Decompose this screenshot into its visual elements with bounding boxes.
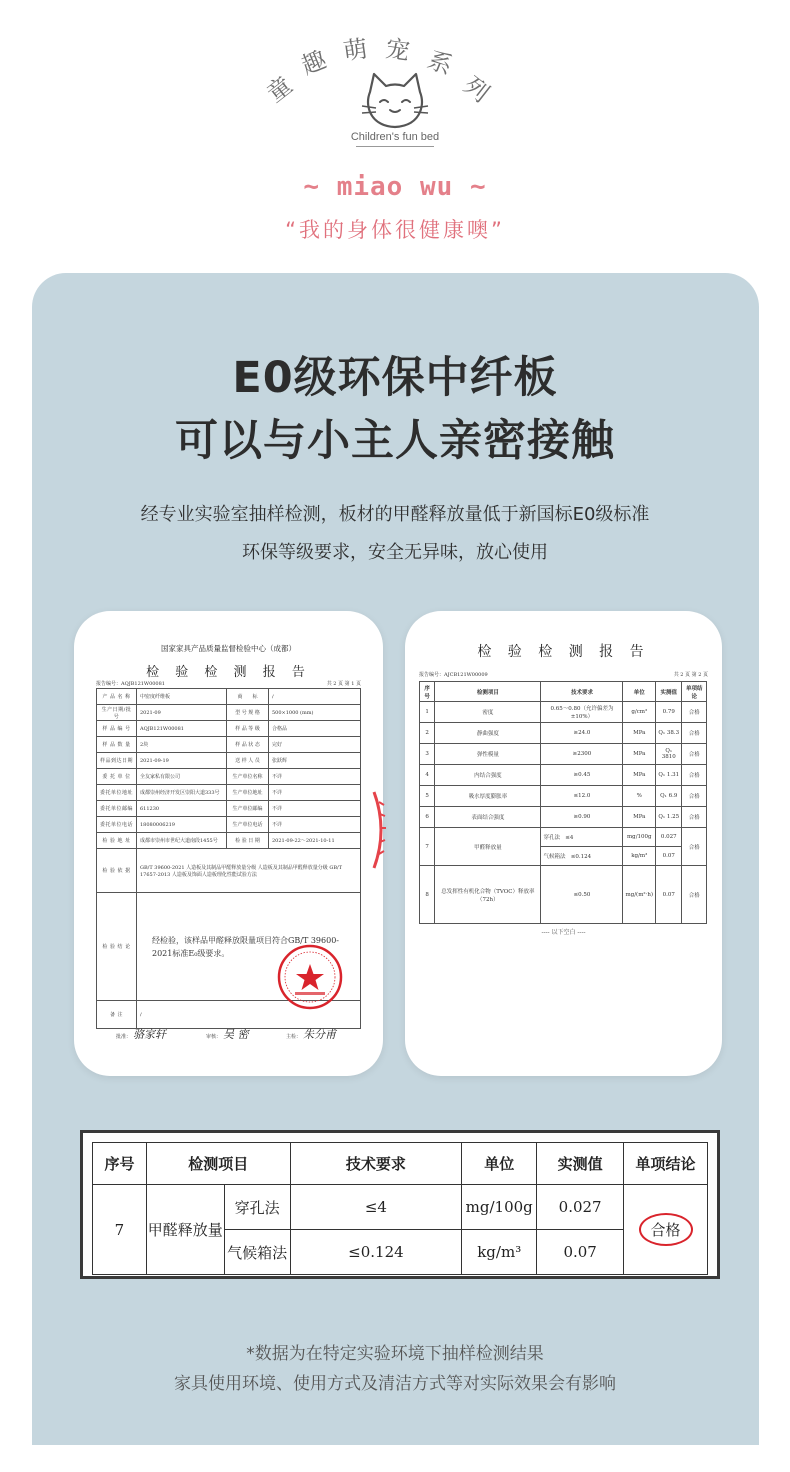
- info-label: 生产单位电话: [227, 817, 269, 833]
- cell-item: 内结合强度: [435, 765, 541, 786]
- cell-unit: %: [623, 786, 656, 807]
- cell-result: 合格: [682, 702, 707, 723]
- report-card-page-1: [74, 611, 383, 1076]
- table-row: [420, 866, 707, 924]
- info-value: 张跃辉: [269, 753, 361, 769]
- brand-quote: “我的身体很健康噢”: [285, 218, 505, 242]
- cell-value: 0.07: [656, 866, 682, 924]
- cell-no: 4: [420, 765, 435, 786]
- cell-no: 1: [420, 702, 435, 723]
- header-cell: 技术要求: [541, 682, 623, 702]
- description-line-1: 经专业实验室抽样检测，板材的甲醛释放量低于新国标E0级标准: [140, 504, 650, 525]
- info-label: 商 标: [227, 689, 269, 705]
- cell-unit: mg/100g: [462, 1185, 537, 1230]
- brand-series-char: 童: [261, 71, 298, 108]
- cell-no: 7: [420, 828, 435, 866]
- info-label: 委托单位邮编: [97, 801, 137, 817]
- header-unit: 单位: [462, 1143, 537, 1185]
- cell-result: 合格: [682, 786, 707, 807]
- cell-unit: MPa: [623, 744, 656, 765]
- test-results-table: [419, 681, 707, 924]
- cell-req: 0.65～0.80（允许偏差为±10%）: [541, 702, 623, 723]
- table-row: [97, 785, 361, 801]
- memo-value: /: [137, 1001, 361, 1029]
- table-header-row: [420, 682, 707, 702]
- report-page: 共 2 页 第 1 页: [326, 681, 361, 687]
- info-value: 611230: [137, 801, 227, 817]
- cell-no: 5: [420, 786, 435, 807]
- cell-result: 合格: [682, 828, 707, 866]
- cell-method: 气候箱法: [224, 1230, 290, 1275]
- info-label: 委托单位地址: [97, 785, 137, 801]
- headline-line-1: E0级环保中纤板: [232, 353, 558, 403]
- cell-no: 3: [420, 744, 435, 765]
- info-value: 2021-09: [137, 705, 227, 721]
- cell-unit: kg/m³: [462, 1230, 537, 1275]
- official-seal-icon: [277, 944, 343, 1010]
- report-title: 检 验 检 测 报 告: [146, 665, 311, 680]
- memo-label: 备 注: [97, 1001, 137, 1029]
- cell-item: 密度: [435, 702, 541, 723]
- cell-result: 合格: [682, 765, 707, 786]
- table-row: [97, 801, 361, 817]
- info-value: 中密度纤维板: [137, 689, 227, 705]
- cell-no: 7: [93, 1185, 147, 1275]
- brand-series-char: 趣: [297, 45, 331, 81]
- info-value: 2块: [137, 737, 227, 753]
- cell-method: 气候箱法: [543, 854, 566, 860]
- cell-value: Q₁ 6.9: [656, 786, 682, 807]
- header-cell: 单项结论: [682, 682, 707, 702]
- header-cell: 检测项目: [435, 682, 541, 702]
- table-row: [420, 807, 707, 828]
- info-value: 不详: [269, 801, 361, 817]
- brand-divider: [356, 146, 434, 147]
- info-label: 检 验 地 址: [97, 833, 137, 849]
- cell-value: 0.027: [656, 828, 682, 847]
- table-row: [97, 721, 361, 737]
- table-row: [97, 753, 361, 769]
- header-cell: 实测值: [656, 682, 682, 702]
- report-title: 检 验 检 测 报 告: [477, 644, 650, 660]
- cell-value: 0.07: [537, 1230, 624, 1275]
- header-no: 序号: [93, 1143, 147, 1185]
- cell-req: ≤12.0: [541, 786, 623, 807]
- table-row: [97, 817, 361, 833]
- info-label: 委托单位电话: [97, 817, 137, 833]
- report-page: 共 2 页 第 2 页: [673, 672, 708, 678]
- footnote-line-2: 家具使用环境、使用方式及清洁方式等对实际效果会有影响: [174, 1374, 616, 1394]
- cell-item: 静曲强度: [435, 723, 541, 744]
- info-label: 样 品 状 态: [227, 737, 269, 753]
- cell-value: Q₁ 38.3: [656, 723, 682, 744]
- cell-method: 穿孔法: [224, 1185, 290, 1230]
- header-requirement: 技术要求: [290, 1143, 462, 1185]
- info-label: 样 品 等 级: [227, 721, 269, 737]
- info-value: 成都市崇州市世纪大道南段1455号: [137, 833, 227, 849]
- headline-line-2: 可以与小主人亲密接触: [175, 416, 615, 466]
- cat-logo-icon: [360, 72, 430, 130]
- cell-unit: kg/m³: [623, 847, 656, 866]
- table-row: [420, 723, 707, 744]
- cell-req: ≤0.50: [541, 866, 623, 924]
- table-row: [97, 833, 361, 849]
- cell-req: ≥2300: [541, 744, 623, 765]
- info-label: 生产单位邮编: [227, 801, 269, 817]
- info-value: 不详: [269, 817, 361, 833]
- table-header-row: [93, 1143, 708, 1185]
- table-row: [420, 744, 707, 765]
- brand-header: [0, 0, 790, 270]
- info-label: 样 品 编 号: [97, 721, 137, 737]
- tester-signature: 主检： 朱分甫: [286, 1028, 337, 1041]
- cell-value: Q₁ 3810: [656, 744, 682, 765]
- table-row: [93, 1185, 708, 1230]
- info-value: 不详: [269, 785, 361, 801]
- cell-value: 0.79: [656, 702, 682, 723]
- cell-method: 穿孔法: [543, 835, 560, 841]
- cell-unit: MPa: [623, 765, 656, 786]
- info-label: 生产日期/批号: [97, 705, 137, 721]
- cell-item: 表面结合强度: [435, 807, 541, 828]
- basis-label: 检 验 依 据: [97, 849, 137, 893]
- header-cell: 单位: [623, 682, 656, 702]
- cell-result: 合格: [682, 744, 707, 765]
- info-value: AQJB121W00081: [137, 721, 227, 737]
- cell-item: 甲醛释放量: [474, 844, 502, 851]
- table-row: [420, 765, 707, 786]
- cell-value: Q₁ 1.31: [656, 765, 682, 786]
- cell-req: ≥24.0: [541, 723, 623, 744]
- info-label: 委 托 单 位: [97, 769, 137, 785]
- info-label: 生产单位名称: [227, 769, 269, 785]
- cell-result: 合格: [682, 866, 707, 924]
- conclusion-label: 检 验 结 论: [97, 893, 137, 1001]
- cell-unit: mg/100g: [623, 828, 656, 847]
- info-label: 型 号 规 格: [227, 705, 269, 721]
- zoomed-result-table: [92, 1142, 708, 1275]
- cell-unit: mg/(m²·h): [623, 866, 656, 924]
- cell-unit: MPa: [623, 723, 656, 744]
- report-number: 报告编号：AQJB121W00081: [96, 681, 165, 687]
- brand-series-char: 列: [458, 71, 495, 108]
- table-row: [97, 737, 361, 753]
- cell-no: 2: [420, 723, 435, 744]
- info-value: 500×1000 (mm): [269, 705, 361, 721]
- table-row: [97, 689, 361, 705]
- cell-item: 甲醛释放量: [146, 1185, 224, 1275]
- cell-no: 6: [420, 807, 435, 828]
- table-end-note: ---- 以下空白 ----: [541, 929, 586, 936]
- cell-item: 吸水厚度膨胀率: [435, 786, 541, 807]
- cell-req: ≤4: [565, 835, 574, 841]
- header-value: 实测值: [537, 1143, 624, 1185]
- footnote-line-1: *数据为在特定实验环境下抽样检测结果: [246, 1344, 544, 1364]
- cell-result: 合格: [682, 723, 707, 744]
- seal-edge-icon: [372, 790, 388, 870]
- brand-english: Children's fun bed: [350, 131, 440, 143]
- brand-series-char: 宠: [383, 34, 412, 66]
- cell-item: 弹性模量: [435, 744, 541, 765]
- basis-value: GB/T 39600-2021 人造板及其制品甲醛释放量分级 人造板及其制品甲醛释放量分级 GB/T 17657-2013 人造板及饰面人造板理化性能试验方法: [137, 849, 361, 893]
- reviewer-signature: 审核： 吴 密: [206, 1028, 249, 1041]
- table-row: [97, 705, 361, 721]
- info-label: 样品到达日期: [97, 753, 137, 769]
- table-row: [97, 769, 361, 785]
- table-row: [420, 828, 707, 847]
- info-value: 2021-09-22～2021-10-11: [269, 833, 361, 849]
- cell-req: ≥0.45: [541, 765, 623, 786]
- report-card-page-2: [405, 611, 722, 1076]
- info-label: 检 验 日 期: [227, 833, 269, 849]
- cell-value: 0.07: [656, 847, 682, 866]
- table-row: [97, 849, 361, 893]
- info-value: 成都崇州经济开发区崇阳大道333号: [137, 785, 227, 801]
- info-value: 2021-09-19: [137, 753, 227, 769]
- miao-wu-tagline: ~ miao wu ~: [303, 172, 487, 202]
- cell-unit: g/cm³: [623, 702, 656, 723]
- cell-unit: MPa: [623, 807, 656, 828]
- cell-value: Q₁ 1.25: [656, 807, 682, 828]
- brand-series-char: 萌: [341, 34, 370, 66]
- info-value: 合格品: [269, 721, 361, 737]
- info-value: 不详: [269, 769, 361, 785]
- info-label: 送 样 人 员: [227, 753, 269, 769]
- table-row: [420, 702, 707, 723]
- header-item: 检测项目: [146, 1143, 290, 1185]
- info-value: 全友家私有限公司: [137, 769, 227, 785]
- cell-item: 总发挥性有机化合物（TVOC）释放率（72h）: [435, 866, 541, 924]
- header-result: 单项结论: [624, 1143, 708, 1185]
- report-org: 国家家具产品质量监督检验中心（成都）: [161, 644, 296, 653]
- cell-req: ≥0.90: [541, 807, 623, 828]
- info-label: 样 品 数 量: [97, 737, 137, 753]
- conclusion-value: 经检验，该样品甲醛释放限量项目符合GB/T 39600-2021标准E₀级要求。: [152, 935, 339, 958]
- info-value: /: [269, 689, 361, 705]
- info-value: 18080006219: [137, 817, 227, 833]
- approver-signature: 批准： 骆家轩: [116, 1028, 167, 1041]
- cell-result: 合格: [682, 807, 707, 828]
- zoomed-result-box: [80, 1130, 720, 1279]
- brand-series-char: 系: [423, 45, 457, 81]
- table-row: [420, 786, 707, 807]
- cell-requirement: ≤0.124: [290, 1230, 462, 1275]
- cell-no: 8: [420, 866, 435, 924]
- info-value: 完好: [269, 737, 361, 753]
- header-cell: 序号: [420, 682, 435, 702]
- cell-req: ≤0.124: [570, 854, 592, 860]
- pass-result-badge: 合格: [639, 1213, 693, 1246]
- cell-value: 0.027: [537, 1185, 624, 1230]
- info-label: 生产单位地址: [227, 785, 269, 801]
- cell-requirement: ≤4: [290, 1185, 462, 1230]
- report-number: 报告编号：AJCB121W00009: [419, 672, 488, 678]
- info-label: 产 品 名 称: [97, 689, 137, 705]
- description-line-2: 环保等级要求，安全无异味，放心使用: [242, 542, 548, 563]
